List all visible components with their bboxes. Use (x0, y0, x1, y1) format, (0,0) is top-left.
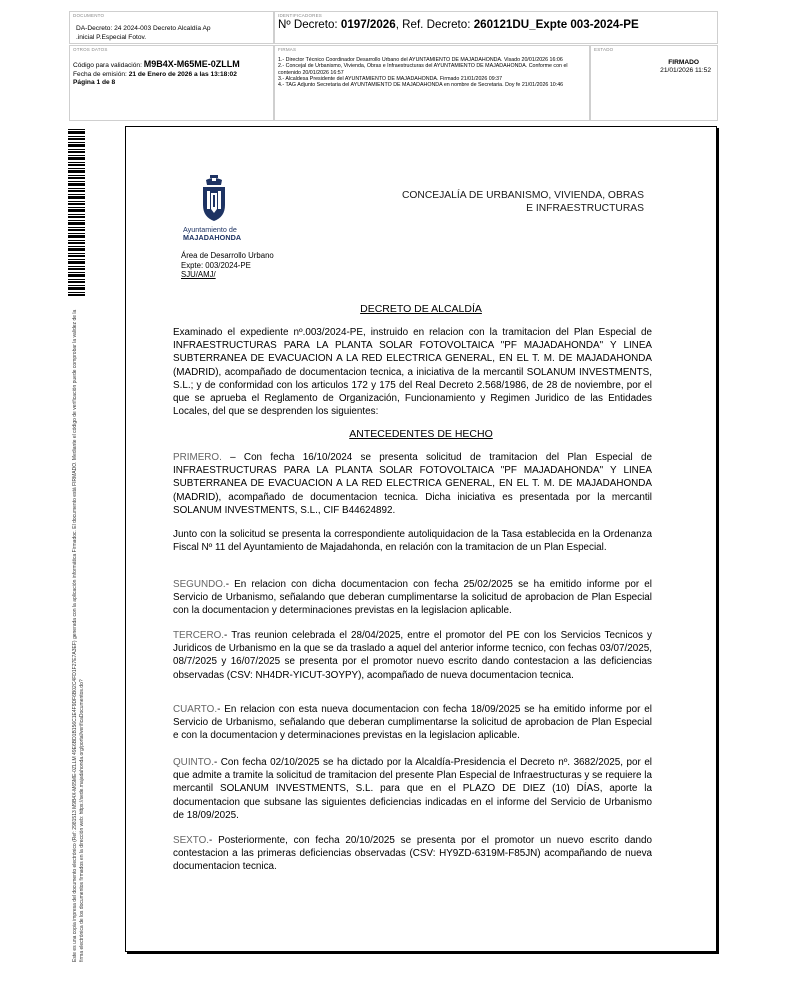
firmas-list (278, 57, 588, 88)
estado-label: ESTADO (594, 47, 614, 52)
firmas-label: FIRMAS (278, 47, 297, 52)
otros-datos-box (69, 45, 274, 121)
tercero-paragraph (173, 629, 652, 682)
segundo-paragraph (173, 578, 652, 618)
coat-of-arms-icon (199, 175, 229, 223)
codigo-validacion (73, 60, 240, 71)
estado-box (590, 45, 718, 121)
quinto-paragraph (173, 756, 652, 822)
concejalia-line2: E INFRAESTRUCTURAS (526, 203, 644, 214)
cuarto-text: - En relacion con esta nueva documentacion con fecha 18/09/2025 se ha emitido informe por el Servicio de Urbanismo, señalando que deberan cumplimentarse la solicitud de aprobacion de Plan Especial e con la documentacion y determinaciones previstas en la legislacion aplicable. (173, 704, 652, 742)
primero-text: – Con fecha 16/10/2024 se presenta solicitud de tramitacion del Plan Especial de INFRAESTRUCTURAS PARA LA PLANTA SOLAR FOTOVOLTAICA "PF MAJADAHONDA" Y LINEA SUBTERRANEA DE EVACUACION A LA RED ELECTRICA GENERAL, EN EL T. M. DE MAJADAHONDA (MADRID), acompañado de documentacion tecnica. Dicha iniciativa es presentada por la mercantil SOLANUM INVESTMENTS, S.L., CIF B44624892. (173, 452, 652, 516)
tercero-lead: TERCERO. (173, 630, 225, 641)
estado-value: FIRMADO (668, 59, 699, 66)
identificadores-label: IDENTIFICADORES (278, 13, 323, 18)
primero-lead: PRIMERO. (173, 452, 222, 463)
barcode (68, 128, 85, 296)
sexto-paragraph (173, 834, 652, 874)
documento-text (76, 24, 211, 42)
documento-line2: .inicial P.Especial Fotov. (76, 34, 147, 41)
cuarto-lead: CUARTO. (173, 704, 218, 715)
firma-item: 3.- Alcaldesa Presidente del AYUNTAMIENTO DE MAJADAHONDA. Firmado 21/01/2026 09:37 (278, 75, 503, 82)
fecha-prefix: Fecha de emisión: (73, 70, 127, 78)
decreto-number: 0197/2026 (340, 18, 396, 31)
sigla-label: SJU/AMJ/ (181, 270, 216, 280)
fecha-value: 21 de Enero de 2026 a las 13:18:02 (128, 70, 237, 78)
primero-paragraph (173, 451, 652, 517)
concejalia-heading (364, 189, 644, 215)
expte-label: Expte: 003/2024-PE (181, 260, 251, 270)
codigo-value[interactable]: M9B4X-M65ME-0ZLLM (143, 59, 240, 69)
reference-block (181, 251, 274, 280)
antecedentes-title-text: ANTECEDENTES DE HECHO (349, 428, 493, 440)
quinto-text: - Con fecha 02/10/2025 se ha dictado por la Alcaldía-Presidencia el Decreto nº. 3682/2025, por el que admite a tramite la solicitud de tramitacion del presente Plan Especial de Infraestructuras y se requiere la mercantil SOLANUM INVESTMENTS, S.L. para que en el PLAZO DE DIEZ (10) DÍAS, aporte la documentacion que subsane las siguientes deficiencias indicadas en el informe del Servicio de Urbanismo de 18/09/2025. (173, 757, 652, 821)
logo-text-line1: Ayuntamiento de (183, 225, 237, 234)
logo-text-line2: MAJADAHONDA (183, 233, 242, 242)
verification-note: Este es una copia impresa del documento electrónico (Ref: 2981513 M9B4X-M65ME-0ZLLM 49E6BD1B156C1E4F9DF6B02C4FD1F27E7A3EF) generada con la aplicación informática Firmadoc. El documento está FIRMADO. Mediante el código de verificación puede comprobar la validez de la firma electrónica de los documentos firmados en la dirección web: https://sede.majadahonda.org/portal/verificaDocumentos.do? (72, 309, 85, 962)
documento-label: DOCUMENTO (73, 13, 105, 18)
tercero-text: - Tras reunion celebrada el 28/04/2025, entre el promotor del PE con los Servicios Tecnicos y Juridicos de Urbanismo en la que se da traslado a aquel del anterior informe tecnico, con fechas 03/07/2025, 08/7/2025 y 16/07/2025 se presenta por el promotor nuevo escrito dando contestacion a las deficiencias observadas (CSV: NH4DR-YICUT-3OYPY), acompañado de nueva documentacion tecnica. (173, 630, 652, 681)
antecedentes-title (125, 428, 717, 440)
firma-item: 4.- TAG Adjunto Secretaria del AYUNTAMIENTO DE MAJADAHONDA en nombre de Secretaria. Doy fe 21/01/2026 10:46 (278, 82, 564, 89)
ref-value: 260121DU_Expte 003-2024-PE (473, 18, 639, 31)
ref-prefix: , Ref. Decreto: (395, 18, 471, 31)
ayuntamiento-logo (183, 175, 245, 245)
decreto-prefix: Nº Decreto: (278, 18, 338, 31)
quinto-lead: QUINTO. (173, 757, 214, 768)
firma-item: 2.- Concejal de Urbanismo, Vivienda, Obras e Infraestructuras del AYUNTAMIENTO DE MAJADAHONDA. Conforme con el contenido 20/01/2026 16:57 (278, 63, 568, 76)
identificadores-box (274, 11, 718, 44)
decreto-title-text: DECRETO DE ALCALDÍA (360, 303, 482, 315)
decreto-title (125, 303, 717, 315)
sexto-lead: SEXTO. (173, 835, 210, 846)
sexto-text: - Posteriormente, con fecha 20/10/2025 se presenta por el promotor un nuevo escrito dando contestacion a las primeras deficiencias observadas (CSV: HY9ZD-6319M-F85JN) acompañando de nueva documentacion tecnica. (173, 835, 652, 873)
firmas-box (274, 45, 590, 121)
segundo-text: - En relacion con dicha documentacion con fecha 25/02/2025 se ha emitido informe por el Servicio de Urbanismo, señalando que deberan cumplimentarse la solicitud de aprobacion de Plan Especial con la documentacion y determinaciones previstas en la legislacion aplicable. (173, 579, 652, 617)
cuarto-paragraph (173, 703, 652, 743)
pagina-info: Página 1 de 8 (73, 79, 116, 87)
codigo-prefix: Código para validación: (73, 62, 142, 69)
otros-text (73, 60, 240, 88)
junto-paragraph: Junto con la solicitud se presenta la correspondiente autoliquidacion de la Tasa establecida en la Ordenanza Fiscal Nº 11 del Ayuntamiento de Majadahonda, en relación con la tramitacion de un Plan Especial. (173, 529, 652, 554)
concejalia-line1: CONCEJALÍA DE URBANISMO, VIVIENDA, OBRAS (401, 190, 644, 201)
fecha-emision (73, 71, 240, 80)
decreto-identifier (278, 18, 639, 31)
documento-line1: DA-Decreto: 24 2024-003 Decreto Alcaldía Ap (76, 25, 211, 32)
firma-item: 1.- Director Técnico Coordinador Desarrollo Urbano del AYUNTAMIENTO DE MAJADAHONDA. Visado 20/01/2026 16:06 (278, 57, 563, 63)
documento-box (69, 11, 274, 44)
signature-header (69, 11, 718, 121)
otros-label: OTROS DATOS (73, 47, 108, 52)
estado-date: 21/01/2026 11:52 (660, 67, 711, 74)
segundo-lead: SEGUNDO. (173, 579, 226, 590)
area-label: Área de Desarrollo Urbano (181, 251, 274, 260)
intro-paragraph: Examinado el expediente nº.003/2024-PE, instruido en relacion con la tramitacion del Plan Especial de INFRAESTRUCTURAS PARA LA PLANTA SOLAR FOTOVOLTAICA "PF MAJADAHONDA" Y LINEA SUBTERRANEA DE EVACUACION A LA RED ELECTRICA GENERAL, EN EL T. M. DE MAJADAHONDA (MADRID), acompañado de documentacion tecnica, a iniciativa de la mercantil SOLANUM INVESTMENTS, S.L.; y de conformidad con los articulos 172 y 175 del Real Decreto 2.568/1986, de 28 de noviembre, por el que se aprueba el Reglamento de Organización, Funcionamiento y Regimen Juridico de las Entidades Locales, del que se desprenden los siguientes: (173, 327, 652, 418)
